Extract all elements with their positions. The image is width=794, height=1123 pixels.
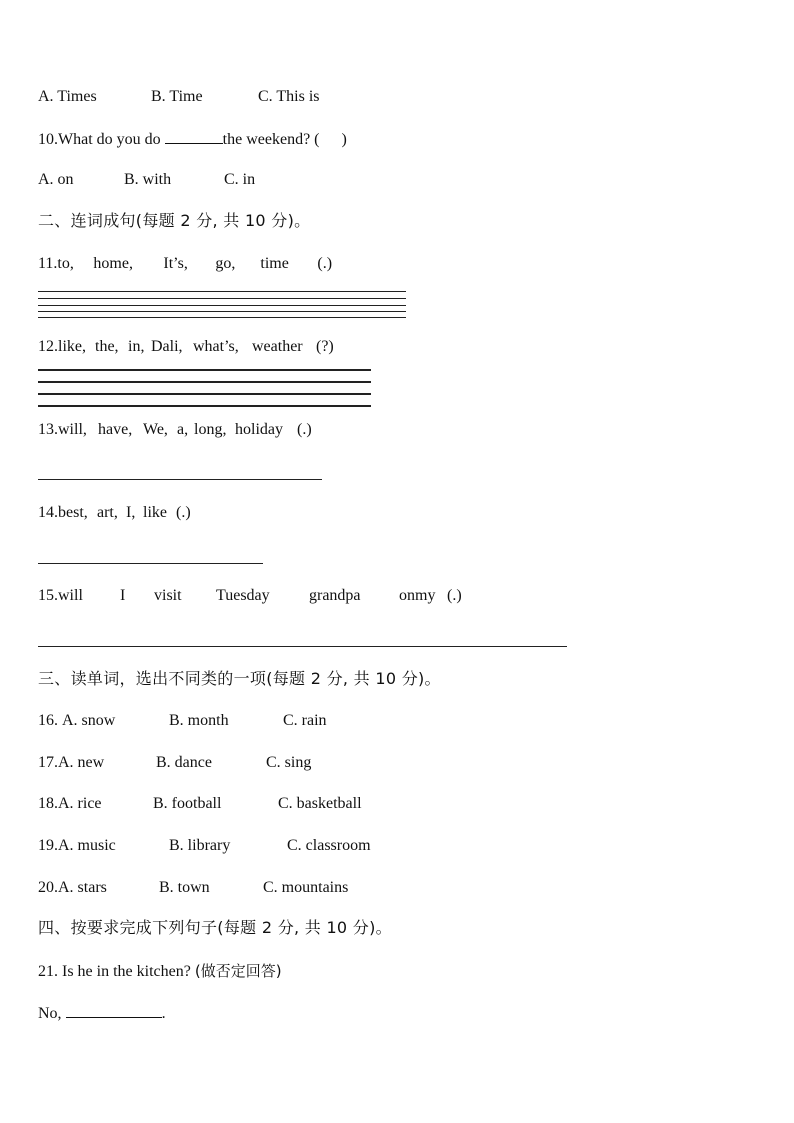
- q12-word: what’s,: [193, 338, 239, 355]
- section2-heading: 二、连词成句(每题 2 分, 共 10 分)。: [38, 211, 311, 230]
- q14-word: art,: [97, 504, 118, 521]
- q16-option-a: A. snow: [62, 712, 116, 729]
- q13-word: We,: [143, 421, 168, 438]
- q11-number: 11.: [38, 255, 58, 272]
- q10-options: [38, 170, 255, 190]
- q19-option-a: A. music: [58, 837, 116, 854]
- q11-question: [38, 254, 332, 274]
- q11-word: to,: [57, 255, 74, 272]
- q14-word: (.): [176, 504, 191, 521]
- q16-option-b: B. month: [169, 712, 229, 729]
- q11-word: go,: [215, 255, 236, 272]
- q10-suffix: the weekend? (: [222, 131, 320, 148]
- q13-word: a,: [177, 421, 189, 438]
- q11-word: (.): [317, 255, 333, 272]
- q14-number: 14.: [38, 504, 58, 521]
- q19-number: 19.: [38, 837, 58, 854]
- q15-word: (.): [447, 587, 462, 604]
- q15-word: Tuesday: [216, 587, 270, 604]
- q13-word: (.): [297, 421, 312, 438]
- q14-word: best,: [58, 504, 88, 521]
- q12-answer-line[interactable]: [38, 369, 371, 371]
- q9-options: [38, 87, 320, 107]
- q12-word: like,: [58, 338, 86, 355]
- q21-answer-prefix: No,: [38, 1005, 62, 1022]
- q21-answer-blank[interactable]: [66, 1003, 162, 1018]
- q10-option-c: C. in: [224, 171, 256, 188]
- q11-answer-line[interactable]: [38, 305, 406, 306]
- q10-prefix: 10.What do you do: [38, 131, 165, 148]
- q11-word: time: [260, 255, 289, 272]
- q9-option-b: B. Time: [151, 88, 203, 105]
- q10-question: [38, 129, 347, 150]
- q13-word: holiday: [235, 421, 283, 438]
- q12-question: [38, 337, 334, 357]
- q11-word: home,: [93, 255, 133, 272]
- q16-number: 16.: [38, 712, 58, 729]
- q20-number: 20.: [38, 879, 58, 896]
- q19-option-c: C. classroom: [287, 837, 371, 854]
- section4-heading: 四、按要求完成下列句子(每题 2 分, 共 10 分)。: [38, 918, 392, 937]
- q21-text: Is he in the kitchen?: [62, 963, 191, 980]
- q17-option-b: B. dance: [156, 754, 212, 771]
- q16-question: [38, 711, 327, 731]
- q9-option-c: C. This is: [258, 88, 320, 105]
- q12-number: 12.: [38, 338, 58, 355]
- q14-question: [38, 503, 191, 523]
- q18-option-a: A. rice: [58, 795, 102, 812]
- q17-question: [38, 753, 311, 773]
- q9-option-a: A. Times: [38, 88, 97, 105]
- q21-question: [38, 961, 282, 982]
- q19-question: [38, 836, 371, 856]
- q12-answer-line[interactable]: [38, 393, 371, 395]
- q16-option-c: C. rain: [283, 712, 327, 729]
- q20-question: [38, 878, 348, 898]
- q10-blank[interactable]: [165, 129, 223, 144]
- q11-answer-line[interactable]: [38, 298, 406, 299]
- q12-word: the,: [95, 338, 119, 355]
- q21-answer: [38, 1003, 166, 1024]
- q10-option-a: A. on: [38, 171, 74, 188]
- q15-word: will: [58, 587, 83, 604]
- q18-option-c: C. basketball: [278, 795, 362, 812]
- q12-word: Dali,: [151, 338, 183, 355]
- q15-word: onmy: [399, 587, 436, 604]
- q15-question: [38, 586, 462, 606]
- q19-option-b: B. library: [169, 837, 231, 854]
- q20-option-c: C. mountains: [263, 879, 349, 896]
- q15-word: grandpa: [309, 587, 361, 604]
- q20-option-a: A. stars: [58, 879, 107, 896]
- q13-word: will,: [58, 421, 87, 438]
- q11-answer-line[interactable]: [38, 291, 406, 292]
- q12-answer-line[interactable]: [38, 405, 371, 407]
- q15-word: I: [120, 587, 126, 604]
- q12-word: (?): [316, 338, 334, 355]
- q18-option-b: B. football: [153, 795, 222, 812]
- q15-word: visit: [154, 587, 182, 604]
- q21-number: 21.: [38, 963, 58, 980]
- q11-answer-line[interactable]: [38, 311, 406, 312]
- q14-word: I,: [126, 504, 136, 521]
- q12-answer-line[interactable]: [38, 381, 371, 383]
- q21-answer-period: .: [161, 1005, 166, 1022]
- q13-number: 13.: [38, 421, 58, 438]
- q13-answer-line[interactable]: [38, 479, 322, 480]
- q10-close: ): [341, 131, 347, 148]
- q18-question: [38, 794, 362, 814]
- q12-word: in,: [128, 338, 145, 355]
- q20-option-b: B. town: [159, 879, 210, 896]
- q15-number: 15.: [38, 587, 58, 604]
- q15-answer-line[interactable]: [38, 646, 567, 647]
- q18-number: 18.: [38, 795, 58, 812]
- q12-word: weather: [252, 338, 303, 355]
- section3-heading: 三、读单词，选出不同类的一项(每题 2 分, 共 10 分)。: [38, 669, 441, 688]
- q13-word: long,: [194, 421, 227, 438]
- q17-number: 17.: [38, 754, 58, 771]
- q14-answer-line[interactable]: [38, 563, 263, 564]
- q17-option-c: C. sing: [266, 754, 312, 771]
- q10-option-b: B. with: [124, 171, 172, 188]
- q13-word: have,: [98, 421, 133, 438]
- q17-option-a: A. new: [58, 754, 105, 771]
- q11-word: It’s,: [163, 255, 188, 272]
- q21-instruction: (做否定回答): [194, 962, 282, 980]
- q13-question: [38, 420, 312, 440]
- q14-word: like: [143, 504, 167, 521]
- q11-answer-line[interactable]: [38, 317, 406, 318]
